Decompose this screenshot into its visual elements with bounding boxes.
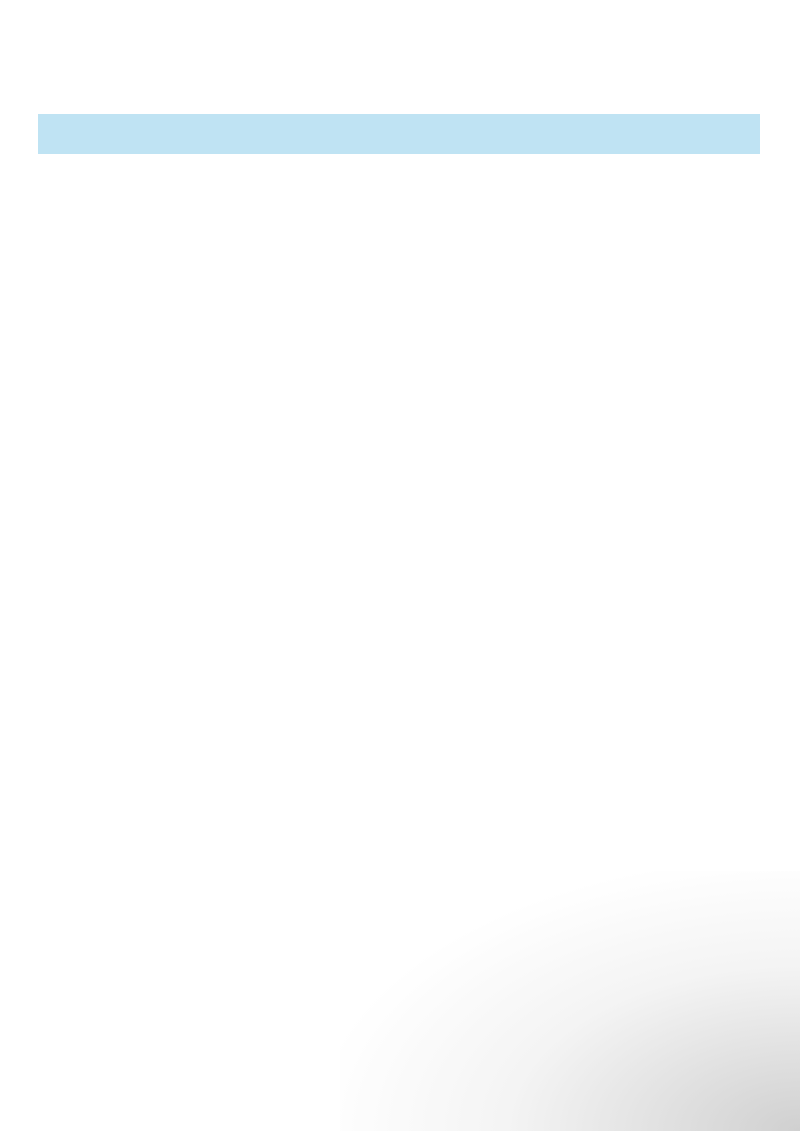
corner-shadow [340, 871, 800, 1131]
section-header [38, 114, 760, 154]
